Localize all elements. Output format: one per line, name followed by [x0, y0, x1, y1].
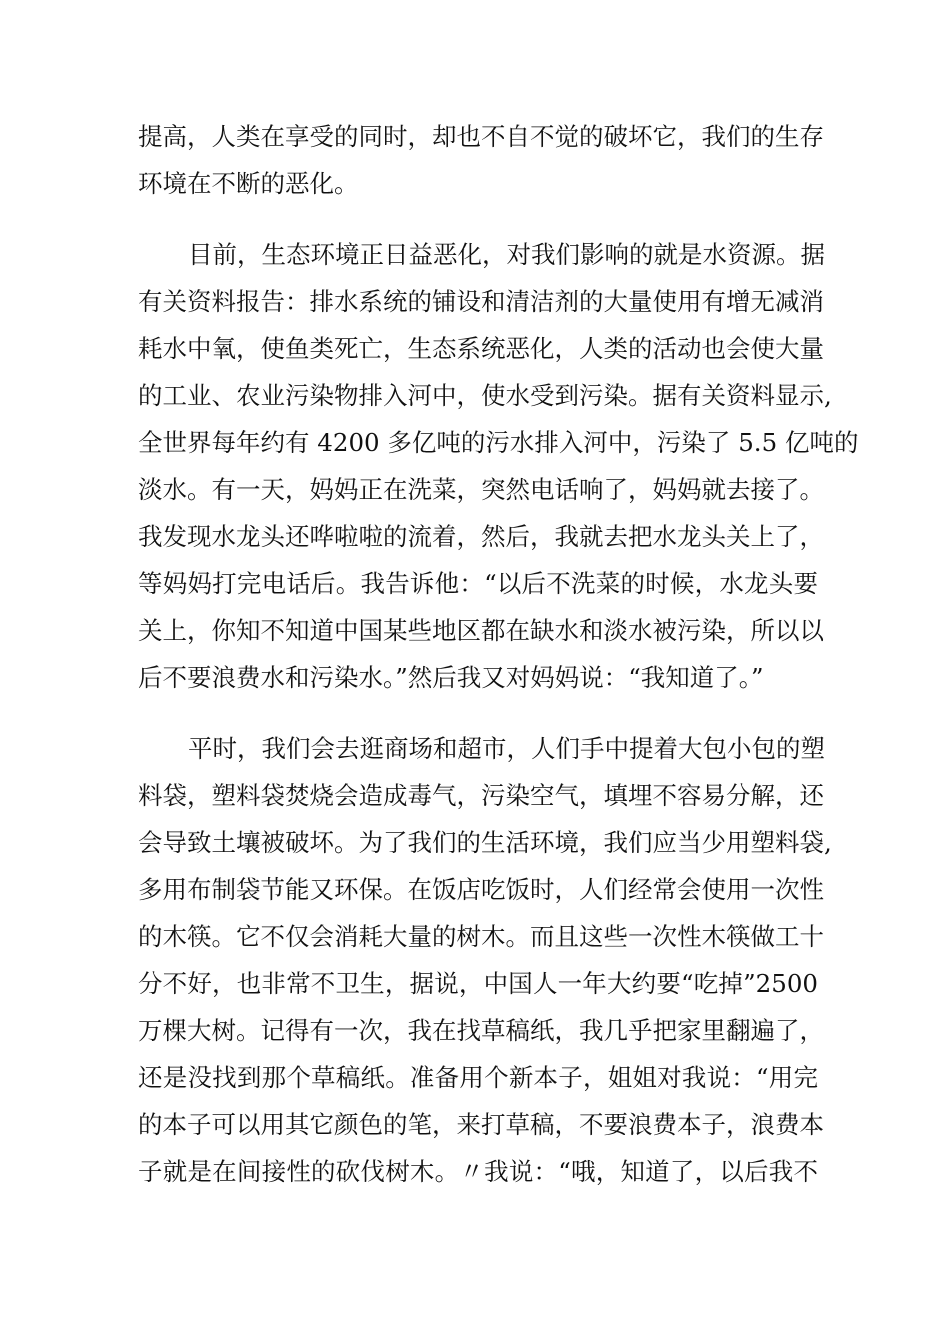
paragraph-3-line-5: 的木筷。它不仅会消耗大量的树木。而且这些一次性木筷做工十: [138, 922, 824, 951]
paragraph-3-line-1: 平时，我们会去逛商场和超市，人们手中提着大包小包的塑: [188, 734, 825, 763]
paragraph-3-line-9: 的本子可以用其它颜色的笔，来打草稿，不要浪费本子，浪费本: [138, 1110, 824, 1139]
paragraph-2-line-7: 我发现水龙头还哗啦啦的流着，然后，我就去把水龙头关上了，: [138, 522, 824, 551]
paragraph-3-line-6: 分不好，也非常不卫生，据说，中国人一年大约要“吃掉”2500: [138, 969, 818, 998]
paragraph-2-line-4: 的工业、农业污染物排入河中，使水受到污染。据有关资料显示,: [138, 381, 832, 410]
paragraph-3-line-3: 会导致土壤被破坏。为了我们的生活环境，我们应当少用塑料袋,: [138, 828, 832, 857]
paragraph-1-line-1: 提高，人类在享受的同时，却也不自不觉的破坏它，我们的生存: [138, 122, 824, 151]
paragraph-2-line-6: 淡水。有一天，妈妈正在洗菜，突然电话响了，妈妈就去接了。: [138, 475, 824, 504]
paragraph-2-line-9: 关上，你知不知道中国某些地区都在缺水和淡水被污染，所以以: [138, 616, 824, 645]
paragraph-2-line-5: 全世界每年约有 4200 多亿吨的污水排入河中，污染了 5.5 亿吨的: [138, 428, 859, 457]
paragraph-3-line-4: 多用布制袋节能又环保。在饭店吃饭时，人们经常会使用一次性: [138, 875, 824, 904]
paragraph-2-line-8: 等妈妈打完电话后。我告诉他：“以后不洗菜的时候，水龙头要: [138, 569, 818, 598]
paragraph-3-line-8: 还是没找到那个草稿纸。准备用个新本子，姐姐对我说：“用完: [138, 1063, 818, 1092]
paragraph-2-line-10: 后不要浪费水和污染水。”然后我又对妈妈说：“我知道了。”: [138, 663, 764, 692]
paragraph-3-line-7: 万棵大树。记得有一次，我在找草稿纸，我几乎把家里翻遍了，: [138, 1016, 824, 1045]
paragraph-1-line-2: 环境在不断的恶化。: [138, 169, 359, 198]
paragraph-3-line-2: 料袋，塑料袋焚烧会造成毒气，污染空气，填埋不容易分解，还: [138, 781, 824, 810]
paragraph-2-line-1: 目前，生态环境正日益恶化，对我们影响的就是水资源。据: [188, 240, 825, 269]
paragraph-3-line-10: 子就是在间接性的砍伐树木。〃我说：“哦，知道了，以后我不: [138, 1157, 818, 1186]
paragraph-2-line-2: 有关资料报告：排水系统的铺设和清洁剂的大量使用有增无减消: [138, 287, 824, 316]
paragraph-2-line-3: 耗水中氧，使鱼类死亡，生态系统恶化，人类的活动也会使大量: [138, 334, 824, 363]
